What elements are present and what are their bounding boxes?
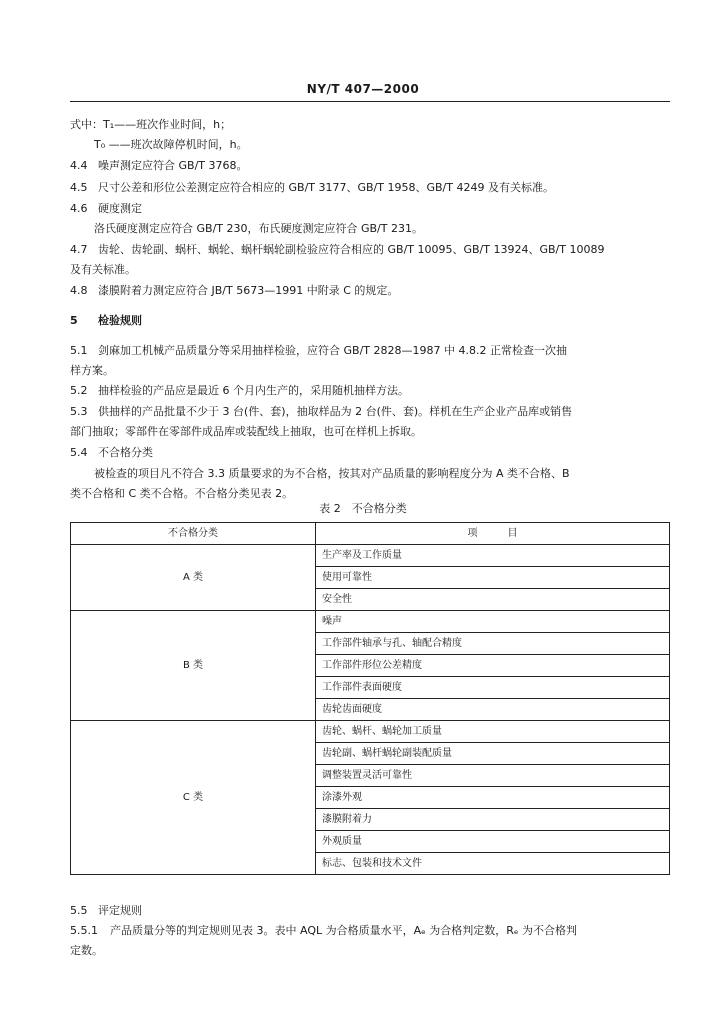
- item-cell: 漆膜附着力: [316, 809, 670, 831]
- clause-4-7-continuation: 及有关标准。: [70, 263, 136, 276]
- category-cell: C 类: [71, 721, 316, 875]
- category-cell: A 类: [71, 545, 316, 611]
- item-cell: 标志、包装和技术文件: [316, 853, 670, 875]
- item-cell: 噪声: [316, 611, 670, 633]
- clause-5-5: [70, 904, 142, 918]
- clause-number: 5.5: [70, 904, 88, 917]
- clause-text: 齿轮、齿轮副、蜗杆、蜗轮、蜗杆蜗轮副检验应符合相应的 GB/T 10095、GB/T 13924、GB/T 10089: [98, 243, 605, 256]
- clause-text: 产品质量分等的判定规则见表 3。表中 AQL 为合格质量水平，Aₑ 为合格判定数，Rₑ 为不合格判: [110, 924, 577, 937]
- item-cell: 使用可靠性: [316, 567, 670, 589]
- clause-text: 不合格分类: [98, 446, 153, 459]
- item-cell: 工作部件形位公差精度: [316, 655, 670, 677]
- table-row: [71, 721, 670, 743]
- clause-5-1: [70, 344, 567, 358]
- clause-text: 尺寸公差和形位公差测定应符合相应的 GB/T 3177、GB/T 1958、GB/T 4249 及有关标准。: [98, 181, 554, 194]
- clause-5-5-1: [70, 924, 577, 938]
- clause-5-4-body-1: 被检查的项目凡不符合 3.3 质量要求的为不合格，按其对产品质量的影响程度分为 A 类不合格、B: [94, 467, 570, 480]
- table-2-caption: 表 2 不合格分类: [319, 502, 407, 515]
- table-2-nonconformity-classification: [70, 522, 670, 875]
- clause-number: 5.3: [70, 405, 88, 418]
- clause-4-6: [70, 202, 142, 216]
- clause-4-6-body: 洛氏硬度测定应符合 GB/T 230，布氏硬度测定应符合 GB/T 231。: [94, 222, 423, 235]
- clause-4-5: [70, 181, 554, 195]
- column-header-category: 不合格分类: [71, 523, 316, 545]
- clause-5-4: [70, 446, 153, 460]
- table-row: [71, 611, 670, 633]
- clause-number: 4.4: [70, 159, 88, 172]
- item-cell: 齿轮副、蜗杆蜗轮副装配质量: [316, 743, 670, 765]
- table-row: [71, 545, 670, 567]
- chapter-number: 5: [70, 314, 78, 327]
- clause-5-5-1-continuation: 定数。: [70, 944, 103, 957]
- clause-5-3-continuation: 部门抽取；零部件在零部件成品库或装配线上抽取，也可在样机上拆取。: [70, 425, 422, 438]
- clause-text: 剑麻加工机械产品质量分等采用抽样检验，应符合 GB/T 2828—1987 中 4.8.2 正常检查一次抽: [98, 344, 567, 357]
- clause-4-7: [70, 243, 604, 257]
- clause-5-3: [70, 405, 572, 419]
- clause-number: 4.6: [70, 202, 88, 215]
- clause-number: 4.5: [70, 181, 88, 194]
- item-cell: 工作部件轴承与孔、轴配合精度: [316, 633, 670, 655]
- item-cell: 调整装置灵活可靠性: [316, 765, 670, 787]
- item-cell: 齿轮齿面硬度: [316, 699, 670, 721]
- clause-number: 5.2: [70, 384, 88, 397]
- formula-line-2: T₀ ——班次故障停机时间，h。: [94, 138, 248, 151]
- item-cell: 工作部件表面硬度: [316, 677, 670, 699]
- clause-text: 评定规则: [98, 904, 142, 917]
- item-cell: 安全性: [316, 589, 670, 611]
- clause-5-1-continuation: 样方案。: [70, 364, 114, 377]
- clause-4-8: [70, 284, 398, 298]
- category-cell: B 类: [71, 611, 316, 721]
- clause-number: 5.4: [70, 446, 88, 459]
- clause-5-4-body-2: 类不合格和 C 类不合格。不合格分类见表 2。: [70, 487, 294, 500]
- item-cell: 齿轮、蜗杆、蜗轮加工质量: [316, 721, 670, 743]
- clause-text: 漆膜附着力测定应符合 JB/T 5673—1991 中附录 C 的规定。: [98, 284, 399, 297]
- header-rule: [70, 101, 670, 102]
- clause-number: 5.1: [70, 344, 88, 357]
- clause-text: 硬度测定: [98, 202, 142, 215]
- column-header-item: 项 目: [316, 523, 670, 545]
- clause-text: 噪声测定应符合 GB/T 3768。: [98, 159, 248, 172]
- clause-text: 供抽样的产品批量不少于 3 台(件、套)，抽取样品为 2 台(件、套)。样机在生产企业产品库或销售: [98, 405, 573, 418]
- item-cell: 生产率及工作质量: [316, 545, 670, 567]
- formula-line-1: 式中：T₁——班次作业时间，h；: [70, 118, 232, 131]
- item-cell: 涂漆外观: [316, 787, 670, 809]
- clause-number: 4.8: [70, 284, 88, 297]
- item-cell: 外观质量: [316, 831, 670, 853]
- chapter-title: 检验规则: [98, 314, 142, 327]
- clause-text: 抽样检验的产品应是最近 6 个月内生产的，采用随机抽样方法。: [98, 384, 409, 397]
- clause-number: 4.7: [70, 243, 88, 256]
- clause-4-4: [70, 159, 247, 173]
- clause-5-2: [70, 384, 409, 398]
- chapter-5-heading: [70, 314, 142, 328]
- table-header-row: [71, 523, 670, 545]
- clause-number: 5.5.1: [70, 924, 98, 937]
- page-header: NY/T 407—2000: [306, 82, 420, 96]
